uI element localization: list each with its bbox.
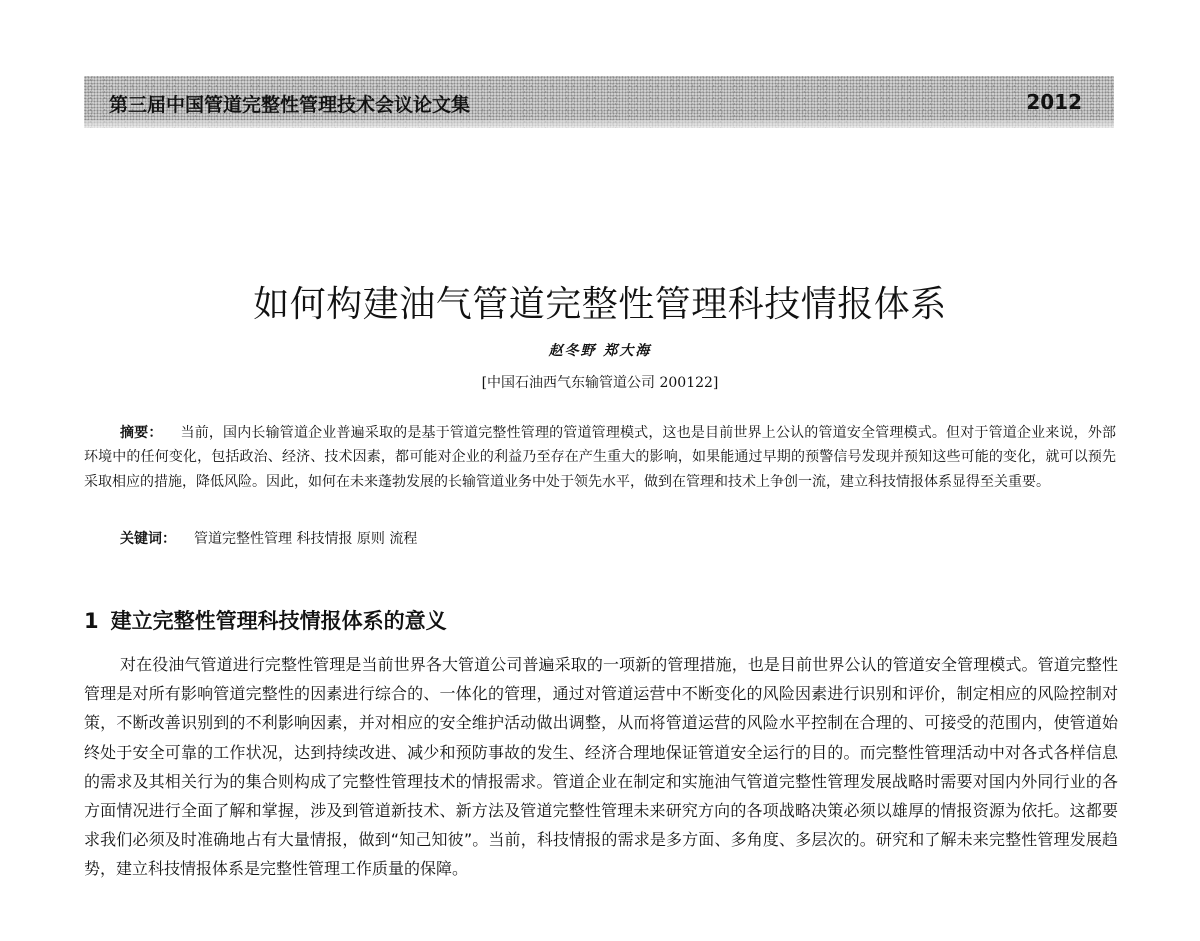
keywords-label: 关键词：: [120, 531, 176, 547]
keywords: [120, 528, 417, 548]
abstract: [84, 421, 1116, 494]
paper-title: 如何构建油气管道完整性管理科技情报体系: [253, 284, 947, 326]
section-title: 建立完整性管理科技情报体系的意义: [110, 609, 447, 634]
journal-title: 第三届中国管道完整性管理技术会议论文集: [109, 94, 471, 116]
authors: 赵冬野 郑大海: [548, 343, 652, 359]
keywords-text: 管道完整性管理 科技情报 原则 流程: [194, 531, 418, 547]
section-heading: [84, 605, 447, 635]
abstract-label: 摘要：: [120, 425, 163, 441]
abstract-text: 当前，国内长输管道企业普遍采取的是基于管道完整性管理的管道管理模式，这也是目前世界上公认的管道安全管理模式。但对于管道企业来说，外部环境中的任何变化，包括政治、经济、技术因素，都可能对企业的利益乃至存在产生重大的影响，如果能通过早期的预警信号发现并预知这些可能的变化，就可以预先采取相应的措施，降低风险。因此，如何在未来蓬勃发展的长输管道业务中处于领先水平，做到在管理和技术上争创一流，建立科技情报体系显得至关重要。: [84, 425, 1116, 490]
body-paragraph: 对在役油气管道进行完整性管理是当前世界各大管道公司普遍采取的一项新的管理措施，也是目前世界公认的管道安全管理模式。管道完整性管理是对所有影响管道完整性的因素进行综合的、一体化的管理，通过对管道运营中不断变化的风险因素进行识别和评价，制定相应的风险控制对策，不断改善识别到的不利影响因素，并对相应的安全维护活动做出调整，从而将管道运营的风险水平控制在合理的、可接受的范围内，使管道始终处于安全可靠的工作状况，达到持续改进、减少和预防事故的发生、经济合理地保证管道安全运行的目的。而完整性管理活动中对各式各样信息的需求及其相关行为的集合则构成了完整性管理技术的情报需求。管道企业在制定和实施油气管道完整性管理发展战略时需要对国内外同行业的各方面情况进行全面了解和掌握，涉及到管道新技术、新方法及管道完整性管理未来研究方向的各项战略决策必须以雄厚的情报资源为依托。这都要求我们必须及时准确地占有大量情报，做到“知己知彼”。当前，科技情报的需求是多方面、多角度、多层次的。研究和了解未来完整性管理发展趋势，建立科技情报体系是完整性管理工作质量的保障。: [84, 655, 1118, 879]
journal-year: 2012: [1026, 90, 1082, 114]
section-number: 1: [84, 609, 99, 634]
affiliation: [中国石油西气东输管道公司 200122]: [481, 375, 719, 391]
